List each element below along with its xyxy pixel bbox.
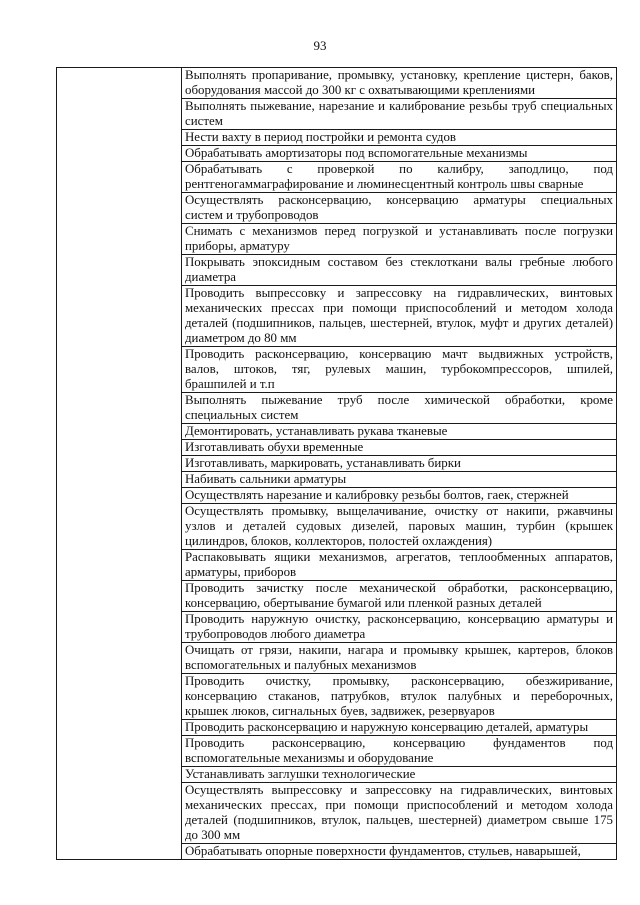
task-text-line: консервацию стаканов, патрубков, втулок палубных и переборочных,	[185, 689, 613, 703]
task-cell	[182, 674, 617, 720]
task-text-line: Проводить наружную очистку, расконсервацию, консервацию арматуры и	[185, 612, 613, 626]
task-text-line: Изготавливать обухи временные	[185, 440, 364, 454]
task-cell	[182, 424, 617, 440]
task-cell	[182, 736, 617, 767]
task-cell	[182, 456, 617, 472]
task-text-line: Покрывать эпоксидным составом без стеклоткани валы гребные любого	[185, 255, 613, 269]
task-cell	[182, 581, 617, 612]
task-text-line: Осуществлять выпрессовку и запрессовку на гидравлических, винтовых	[185, 783, 613, 797]
task-text-line: Выполнять пропаривание, промывку, установку, крепление цистерн, баков,	[185, 68, 613, 82]
task-text-line: систем	[185, 114, 223, 128]
task-text-line: приборы, арматуру	[185, 239, 290, 253]
task-text-line: Проводить расконсервацию, консервацию мачт выдвижных устройств,	[185, 347, 613, 361]
task-text-line: крышек люков, сигнальных буев, задвижек, резервуаров	[185, 704, 495, 718]
task-cell	[182, 193, 617, 224]
task-text-line: вспомогательные механизмы и оборудование	[185, 751, 434, 765]
task-cell	[182, 255, 617, 286]
task-cell	[182, 224, 617, 255]
task-text-line: Обрабатывать амортизаторы под вспомогательные механизмы	[185, 146, 528, 160]
task-cell	[182, 162, 617, 193]
task-text-line: цилиндров, блоков, коллекторов, полостей охлаждения)	[185, 534, 493, 548]
task-text-line: валов, штоков, тяг, рулевых машин, турбокомпрессоров, шпилей,	[185, 362, 613, 376]
task-text-line: диаметра	[185, 270, 237, 284]
task-text-line: Демонтировать, устанавливать рукава тканевые	[185, 424, 448, 438]
task-cell	[182, 767, 617, 783]
task-cell	[182, 844, 617, 860]
task-cell	[182, 440, 617, 456]
task-text-line: брашпилей и т.п	[185, 377, 275, 391]
task-text-line: Обрабатывать с проверкой по калибру, заподлицо, под	[185, 162, 613, 176]
task-text-line: диаметром до 80 мм	[185, 331, 297, 345]
task-text-line: Нести вахту в период постройки и ремонта судов	[185, 130, 456, 144]
task-text-line: Очищать от грязи, накипи, нагара и промывку крышек, картеров, блоков	[185, 643, 613, 657]
task-text-line: Снимать с механизмов перед погрузкой и устанавливать после погрузки	[185, 224, 613, 238]
task-cell	[182, 472, 617, 488]
left-column-cell	[57, 68, 182, 860]
task-text-line: консервацию, обертывание бумагой или пленкой разных деталей	[185, 596, 542, 610]
task-cell	[182, 347, 617, 393]
task-text-line: арматуры, приборов	[185, 565, 297, 579]
task-text-line: Проводить зачистку после механической обработки, расконсервацию,	[185, 581, 613, 595]
task-cell	[182, 643, 617, 674]
task-cell	[182, 504, 617, 550]
task-text-line: деталей (подшипников, втулок, пальцев, шестерней) диаметром свыше 175	[185, 813, 613, 827]
page-number: 93	[313, 38, 327, 53]
task-cell	[182, 393, 617, 424]
task-text-line: механических прессах, при помощи приспособлений и методом холода	[185, 798, 613, 812]
task-text-line: Проводить очистку, промывку, расконсервацию, обезжиривание,	[185, 674, 613, 688]
task-text-line: деталей (подшипников, пальцев, шестерней, втулок, муфт и других деталей)	[185, 316, 613, 330]
task-text-line: Устанавливать заглушки технологические	[185, 767, 416, 781]
task-cell	[182, 99, 617, 130]
task-cell	[182, 550, 617, 581]
task-cell	[182, 612, 617, 643]
task-text-line: вспомогательных и палубных механизмов	[185, 658, 417, 672]
task-text-line: Проводить выпрессовку и запрессовку на гидравлических, винтовых	[185, 286, 613, 300]
task-cell	[182, 146, 617, 162]
task-text-line: узлов и деталей судовых дизелей, паровых машин, турбин (крышек	[185, 519, 613, 533]
task-text-line: оборудования массой до 300 кг с охватывающими креплениями	[185, 83, 536, 97]
task-text-line: Выполнять пыжевание труб после химической обработки, кроме	[185, 393, 613, 407]
task-cell	[182, 488, 617, 504]
task-text-line: Выполнять пыжевание, нарезание и калибрование резьбы труб специальных	[185, 99, 613, 113]
task-text-line: Проводить расконсервацию и наружную консервацию деталей, арматуры	[185, 720, 589, 734]
task-text-line: Распаковывать ящики механизмов, агрегатов, теплообменных аппаратов,	[185, 550, 613, 564]
task-text-line: Набивать сальники арматуры	[185, 472, 347, 486]
task-text-line: механических прессах при помощи приспособлений и методом холода	[185, 301, 613, 315]
task-table	[56, 67, 617, 860]
task-cell	[182, 130, 617, 146]
task-text-line: трубопроводов любого диаметра	[185, 627, 366, 641]
task-text-line: специальных систем	[185, 408, 299, 422]
task-table-body	[57, 68, 617, 860]
task-text-line: Осуществлять промывку, выщелачивание, очистку от накипи, ржавчины	[185, 504, 613, 518]
task-cell	[182, 783, 617, 844]
task-text-line: Осуществлять нарезание и калибровку резьбы болтов, гаек, стержней	[185, 488, 569, 502]
task-text-line: до 300 мм	[185, 828, 241, 842]
task-text-line: Проводить расконсервацию, консервацию фундаментов под	[185, 736, 613, 750]
task-cell	[182, 720, 617, 736]
task-cell	[182, 286, 617, 347]
table-row	[57, 68, 617, 99]
task-text-line: Осуществлять расконсервацию, консервацию арматуры специальных	[185, 193, 613, 207]
task-text-line: Изготавливать, маркировать, устанавливать бирки	[185, 456, 461, 470]
task-cell	[182, 68, 617, 99]
task-text-line: Обрабатывать опорные поверхности фундаментов, стульев, наварышей,	[185, 844, 581, 858]
task-text-line: рентгеногаммаграфирование и люминесцентный контроль швы сварные	[185, 177, 584, 191]
task-text-line: систем и трубопроводов	[185, 208, 319, 222]
